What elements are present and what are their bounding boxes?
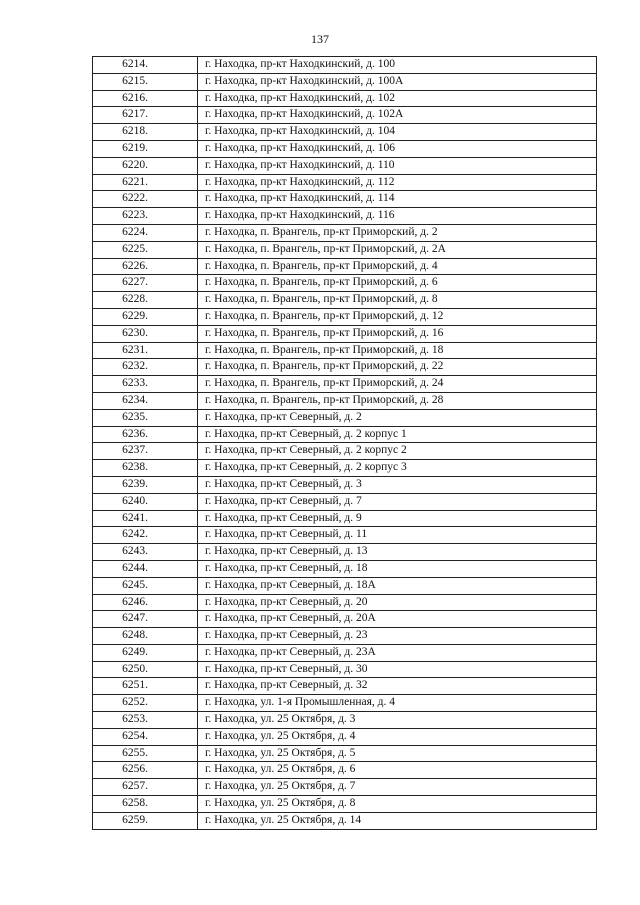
address-table bbox=[92, 56, 597, 830]
table-row bbox=[93, 107, 597, 124]
row-number: 6235. bbox=[93, 409, 198, 426]
row-address: г. Находка, пр-кт Северный, д. 18А bbox=[198, 577, 597, 594]
row-address: г. Находка, пр-кт Находкинский, д. 112 bbox=[198, 174, 597, 191]
address-table-body bbox=[93, 57, 597, 830]
table-row bbox=[93, 476, 597, 493]
table-row bbox=[93, 73, 597, 90]
table-row bbox=[93, 157, 597, 174]
table-row bbox=[93, 661, 597, 678]
row-number: 6233. bbox=[93, 376, 198, 393]
table-row bbox=[93, 325, 597, 342]
table-row bbox=[93, 443, 597, 460]
row-address: г. Находка, пр-кт Северный, д. 23А bbox=[198, 644, 597, 661]
row-address: г. Находка, п. Врангель, пр-кт Приморский, д. 22 bbox=[198, 359, 597, 376]
row-address: г. Находка, пр-кт Северный, д. 11 bbox=[198, 527, 597, 544]
row-number: 6251. bbox=[93, 678, 198, 695]
table-row bbox=[93, 191, 597, 208]
row-number: 6240. bbox=[93, 493, 198, 510]
table-row bbox=[93, 426, 597, 443]
row-number: 6238. bbox=[93, 460, 198, 477]
row-address: г. Находка, пр-кт Находкинский, д. 102 bbox=[198, 90, 597, 107]
table-row bbox=[93, 678, 597, 695]
table-row bbox=[93, 527, 597, 544]
row-number: 6255. bbox=[93, 745, 198, 762]
row-number: 6253. bbox=[93, 712, 198, 729]
row-address: г. Находка, ул. 25 Октября, д. 14 bbox=[198, 812, 597, 829]
row-number: 6246. bbox=[93, 594, 198, 611]
row-number: 6237. bbox=[93, 443, 198, 460]
row-address: г. Находка, пр-кт Северный, д. 20 bbox=[198, 594, 597, 611]
row-number: 6250. bbox=[93, 661, 198, 678]
row-number: 6239. bbox=[93, 476, 198, 493]
row-number: 6232. bbox=[93, 359, 198, 376]
table-row bbox=[93, 208, 597, 225]
row-number: 6256. bbox=[93, 762, 198, 779]
row-address: г. Находка, п. Врангель, пр-кт Приморский, д. 2 bbox=[198, 224, 597, 241]
row-number: 6248. bbox=[93, 628, 198, 645]
table-row bbox=[93, 728, 597, 745]
row-address: г. Находка, п. Врангель, пр-кт Приморский, д. 16 bbox=[198, 325, 597, 342]
row-number: 6243. bbox=[93, 544, 198, 561]
row-number: 6217. bbox=[93, 107, 198, 124]
table-row bbox=[93, 409, 597, 426]
row-number: 6220. bbox=[93, 157, 198, 174]
row-address: г. Находка, пр-кт Северный, д. 32 bbox=[198, 678, 597, 695]
row-address: г. Находка, пр-кт Находкинский, д. 110 bbox=[198, 157, 597, 174]
table-row bbox=[93, 796, 597, 813]
table-row bbox=[93, 460, 597, 477]
row-address: г. Находка, пр-кт Находкинский, д. 106 bbox=[198, 140, 597, 157]
table-row bbox=[93, 174, 597, 191]
row-number: 6234. bbox=[93, 392, 198, 409]
row-address: г. Находка, ул. 25 Октября, д. 5 bbox=[198, 745, 597, 762]
row-number: 6258. bbox=[93, 796, 198, 813]
row-address: г. Находка, п. Врангель, пр-кт Приморский, д. 24 bbox=[198, 376, 597, 393]
row-number: 6221. bbox=[93, 174, 198, 191]
table-row bbox=[93, 594, 597, 611]
table-row bbox=[93, 224, 597, 241]
row-address: г. Находка, пр-кт Северный, д. 13 bbox=[198, 544, 597, 561]
table-row bbox=[93, 308, 597, 325]
row-number: 6222. bbox=[93, 191, 198, 208]
row-address: г. Находка, пр-кт Северный, д. 20А bbox=[198, 611, 597, 628]
table-row bbox=[93, 359, 597, 376]
row-number: 6245. bbox=[93, 577, 198, 594]
row-address: г. Находка, пр-кт Находкинский, д. 100 bbox=[198, 57, 597, 74]
row-number: 6230. bbox=[93, 325, 198, 342]
table-row bbox=[93, 544, 597, 561]
row-number: 6215. bbox=[93, 73, 198, 90]
row-address: г. Находка, ул. 1-я Промышленная, д. 4 bbox=[198, 695, 597, 712]
row-number: 6242. bbox=[93, 527, 198, 544]
row-address: г. Находка, пр-кт Северный, д. 23 bbox=[198, 628, 597, 645]
table-row bbox=[93, 611, 597, 628]
row-address: г. Находка, пр-кт Северный, д. 7 bbox=[198, 493, 597, 510]
table-row bbox=[93, 90, 597, 107]
table-row bbox=[93, 560, 597, 577]
row-number: 6236. bbox=[93, 426, 198, 443]
row-address: г. Находка, п. Врангель, пр-кт Приморский, д. 6 bbox=[198, 275, 597, 292]
row-address: г. Находка, п. Врангель, пр-кт Приморский, д. 12 bbox=[198, 308, 597, 325]
row-number: 6254. bbox=[93, 728, 198, 745]
table-row bbox=[93, 577, 597, 594]
row-number: 6219. bbox=[93, 140, 198, 157]
row-number: 6249. bbox=[93, 644, 198, 661]
row-address: г. Находка, пр-кт Северный, д. 2 корпус 3 bbox=[198, 460, 597, 477]
row-number: 6241. bbox=[93, 510, 198, 527]
table-row bbox=[93, 510, 597, 527]
table-row bbox=[93, 392, 597, 409]
row-address: г. Находка, п. Врангель, пр-кт Приморский, д. 18 bbox=[198, 342, 597, 359]
row-number: 6229. bbox=[93, 308, 198, 325]
table-row bbox=[93, 275, 597, 292]
row-address: г. Находка, ул. 25 Октября, д. 3 bbox=[198, 712, 597, 729]
row-address: г. Находка, пр-кт Северный, д. 18 bbox=[198, 560, 597, 577]
row-number: 6226. bbox=[93, 258, 198, 275]
row-address: г. Находка, пр-кт Северный, д. 2 корпус 2 bbox=[198, 443, 597, 460]
row-number: 6244. bbox=[93, 560, 198, 577]
row-address: г. Находка, пр-кт Находкинский, д. 114 bbox=[198, 191, 597, 208]
row-address: г. Находка, ул. 25 Октября, д. 8 bbox=[198, 796, 597, 813]
row-number: 6252. bbox=[93, 695, 198, 712]
table-row bbox=[93, 241, 597, 258]
table-row bbox=[93, 140, 597, 157]
table-row bbox=[93, 695, 597, 712]
page-number: 137 bbox=[311, 32, 329, 46]
row-address: г. Находка, пр-кт Находкинский, д. 104 bbox=[198, 124, 597, 141]
row-number: 6218. bbox=[93, 124, 198, 141]
table-row bbox=[93, 342, 597, 359]
row-address: г. Находка, пр-кт Северный, д. 30 bbox=[198, 661, 597, 678]
row-address: г. Находка, пр-кт Северный, д. 3 bbox=[198, 476, 597, 493]
row-address: г. Находка, пр-кт Северный, д. 2 корпус 1 bbox=[198, 426, 597, 443]
row-address: г. Находка, пр-кт Северный, д. 9 bbox=[198, 510, 597, 527]
row-number: 6224. bbox=[93, 224, 198, 241]
table-row bbox=[93, 779, 597, 796]
table-row bbox=[93, 258, 597, 275]
table-row bbox=[93, 628, 597, 645]
table-row bbox=[93, 812, 597, 829]
row-number: 6216. bbox=[93, 90, 198, 107]
row-address: г. Находка, пр-кт Северный, д. 2 bbox=[198, 409, 597, 426]
row-address: г. Находка, пр-кт Находкинский, д. 116 bbox=[198, 208, 597, 225]
row-address: г. Находка, пр-кт Находкинский, д. 100А bbox=[198, 73, 597, 90]
row-address: г. Находка, пр-кт Находкинский, д. 102А bbox=[198, 107, 597, 124]
row-number: 6247. bbox=[93, 611, 198, 628]
row-address: г. Находка, п. Врангель, пр-кт Приморский, д. 8 bbox=[198, 292, 597, 309]
row-number: 6227. bbox=[93, 275, 198, 292]
table-row bbox=[93, 124, 597, 141]
row-number: 6259. bbox=[93, 812, 198, 829]
row-number: 6214. bbox=[93, 57, 198, 74]
row-address: г. Находка, ул. 25 Октября, д. 6 bbox=[198, 762, 597, 779]
row-address: г. Находка, ул. 25 Октября, д. 4 bbox=[198, 728, 597, 745]
row-address: г. Находка, п. Врангель, пр-кт Приморский, д. 28 bbox=[198, 392, 597, 409]
row-address: г. Находка, п. Врангель, пр-кт Приморский, д. 2А bbox=[198, 241, 597, 258]
row-address: г. Находка, ул. 25 Октября, д. 7 bbox=[198, 779, 597, 796]
row-address: г. Находка, п. Врангель, пр-кт Приморский, д. 4 bbox=[198, 258, 597, 275]
table-row bbox=[93, 712, 597, 729]
table-row bbox=[93, 745, 597, 762]
table-row bbox=[93, 762, 597, 779]
table-row bbox=[93, 493, 597, 510]
row-number: 6225. bbox=[93, 241, 198, 258]
row-number: 6257. bbox=[93, 779, 198, 796]
table-row bbox=[93, 292, 597, 309]
row-number: 6223. bbox=[93, 208, 198, 225]
row-number: 6228. bbox=[93, 292, 198, 309]
row-number: 6231. bbox=[93, 342, 198, 359]
table-row bbox=[93, 57, 597, 74]
table-row bbox=[93, 376, 597, 393]
table-row bbox=[93, 644, 597, 661]
